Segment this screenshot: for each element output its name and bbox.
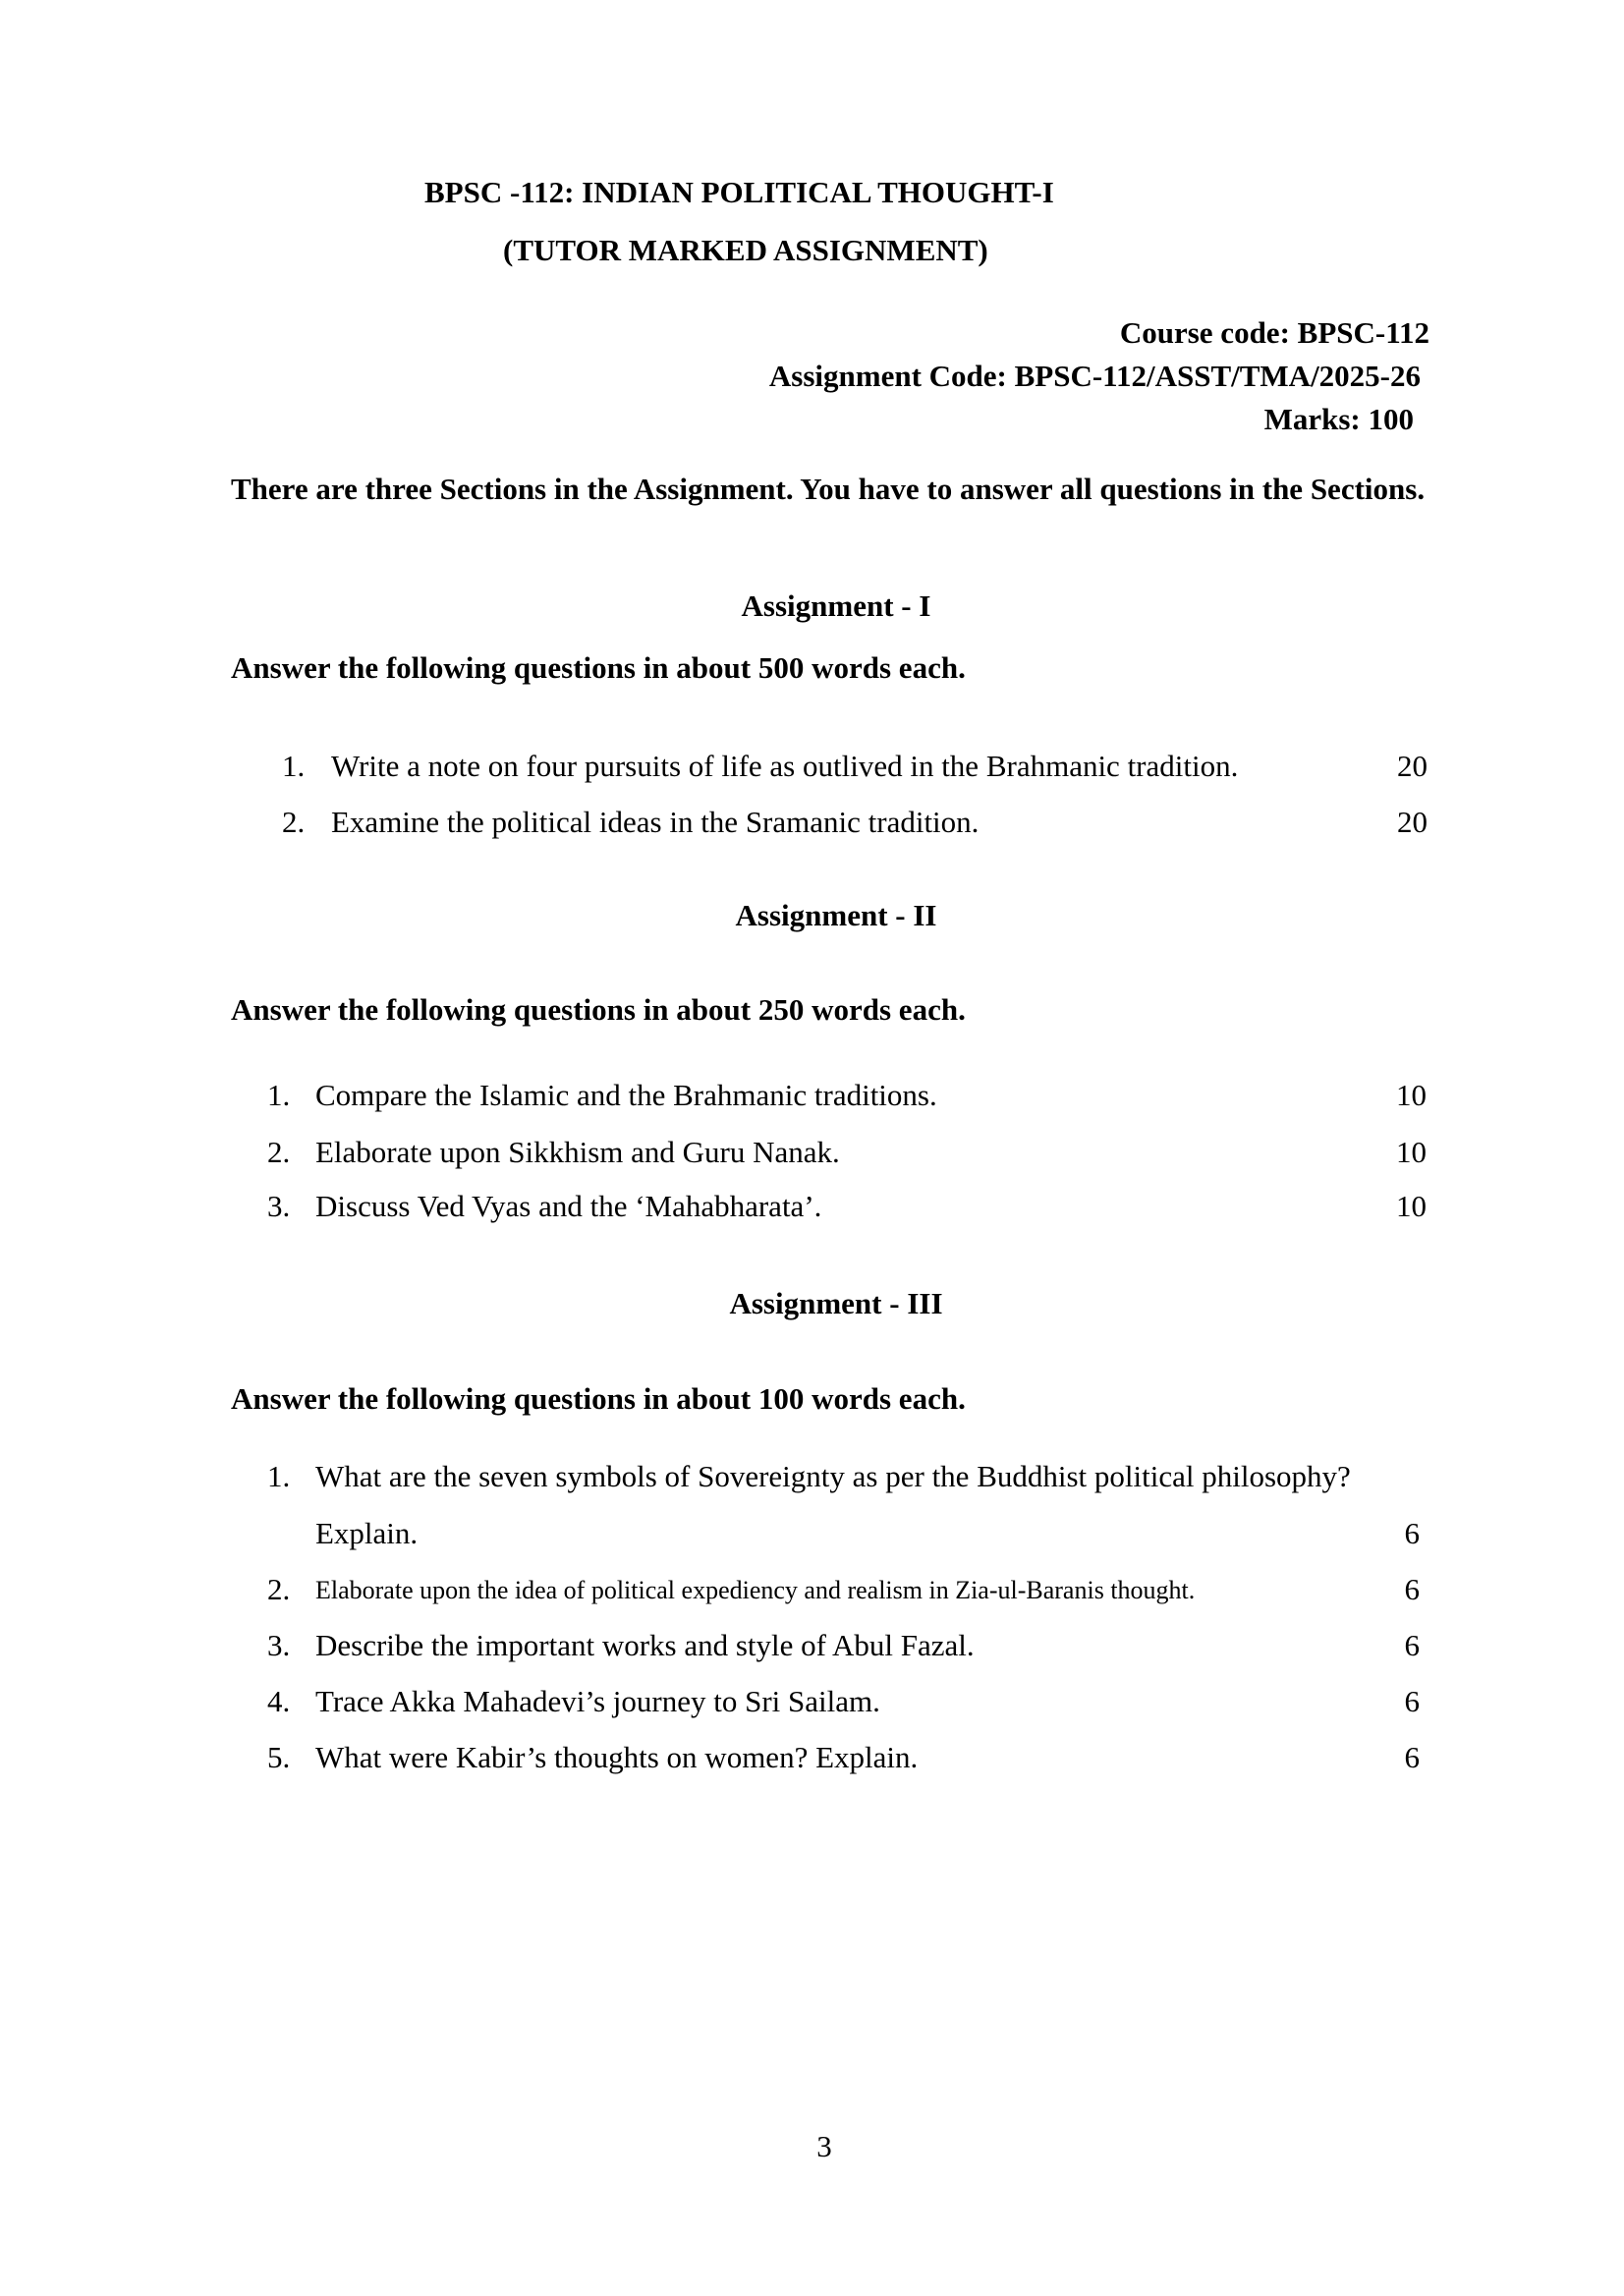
question-marks: 10 — [1396, 1189, 1427, 1223]
question-text: What were Kabir’s thoughts on women? Explain. — [315, 1740, 919, 1774]
question-marks: 10 — [1396, 1135, 1427, 1169]
question-marks: 6 — [1404, 1740, 1420, 1774]
total-marks: Marks: 100 — [1263, 402, 1414, 436]
question-marks: 20 — [1397, 805, 1428, 839]
section-instruction: Answer the following questions in about 100 words each. — [231, 1381, 966, 1416]
question-text: Elaborate upon the idea of political expediency and realism in Zia-ul-Baranis thought. — [315, 1576, 1196, 1604]
question-text: Compare the Islamic and the Brahmanic traditions. — [315, 1078, 937, 1112]
question-number: 5. — [267, 1740, 291, 1774]
section-instruction: Answer the following questions in about 250 words each. — [231, 992, 966, 1027]
question-marks: 20 — [1397, 749, 1428, 783]
question-marks: 6 — [1404, 1572, 1420, 1606]
question-marks: 6 — [1404, 1628, 1420, 1662]
section-heading: Assignment - II — [735, 898, 937, 932]
course-code: Course code: BPSC-112 — [1119, 315, 1429, 350]
question-number: 2. — [282, 805, 306, 839]
section-heading: Assignment - I — [741, 588, 931, 623]
question-number: 3. — [267, 1189, 291, 1223]
section-heading: Assignment - III — [729, 1286, 943, 1320]
question-number: 1. — [267, 1459, 291, 1493]
question-number: 3. — [267, 1628, 291, 1662]
document-title: BPSC -112: INDIAN POLITICAL THOUGHT-I — [424, 175, 1054, 209]
question-number: 1. — [282, 749, 306, 783]
assignment-code: Assignment Code: BPSC-112/ASST/TMA/2025-26 — [768, 359, 1421, 393]
question-number: 1. — [267, 1078, 291, 1112]
question-text: Trace Akka Mahadevi’s journey to Sri Sailam. — [315, 1684, 880, 1718]
question-text-continued: Explain. — [315, 1516, 419, 1550]
question-text: Elaborate upon Sikkhism and Guru Nanak. — [315, 1135, 840, 1169]
question-number: 4. — [267, 1684, 291, 1718]
question-text: Examine the political ideas in the Sramanic tradition. — [331, 805, 980, 839]
question-marks: 10 — [1396, 1078, 1427, 1112]
section-instruction: Answer the following questions in about 500 words each. — [231, 650, 966, 685]
page-number: 3 — [816, 2129, 832, 2163]
question-marks: 6 — [1404, 1516, 1420, 1550]
question-text: Discuss Ved Vyas and the ‘Mahabharata’. — [315, 1189, 822, 1223]
document-subtitle: (TUTOR MARKED ASSIGNMENT) — [503, 233, 988, 267]
question-text: Write a note on four pursuits of life as outlived in the Brahmanic tradition. — [331, 749, 1239, 783]
question-number: 2. — [267, 1572, 291, 1606]
intro-instructions: There are three Sections in the Assignment. You have to answer all questions in the Sections. — [231, 472, 1426, 506]
question-text: What are the seven symbols of Sovereignty as per the Buddhist political philosophy? — [315, 1459, 1351, 1493]
question-text: Describe the important works and style of Abul Fazal. — [315, 1628, 975, 1662]
question-marks: 6 — [1404, 1684, 1420, 1718]
question-number: 2. — [267, 1135, 291, 1169]
